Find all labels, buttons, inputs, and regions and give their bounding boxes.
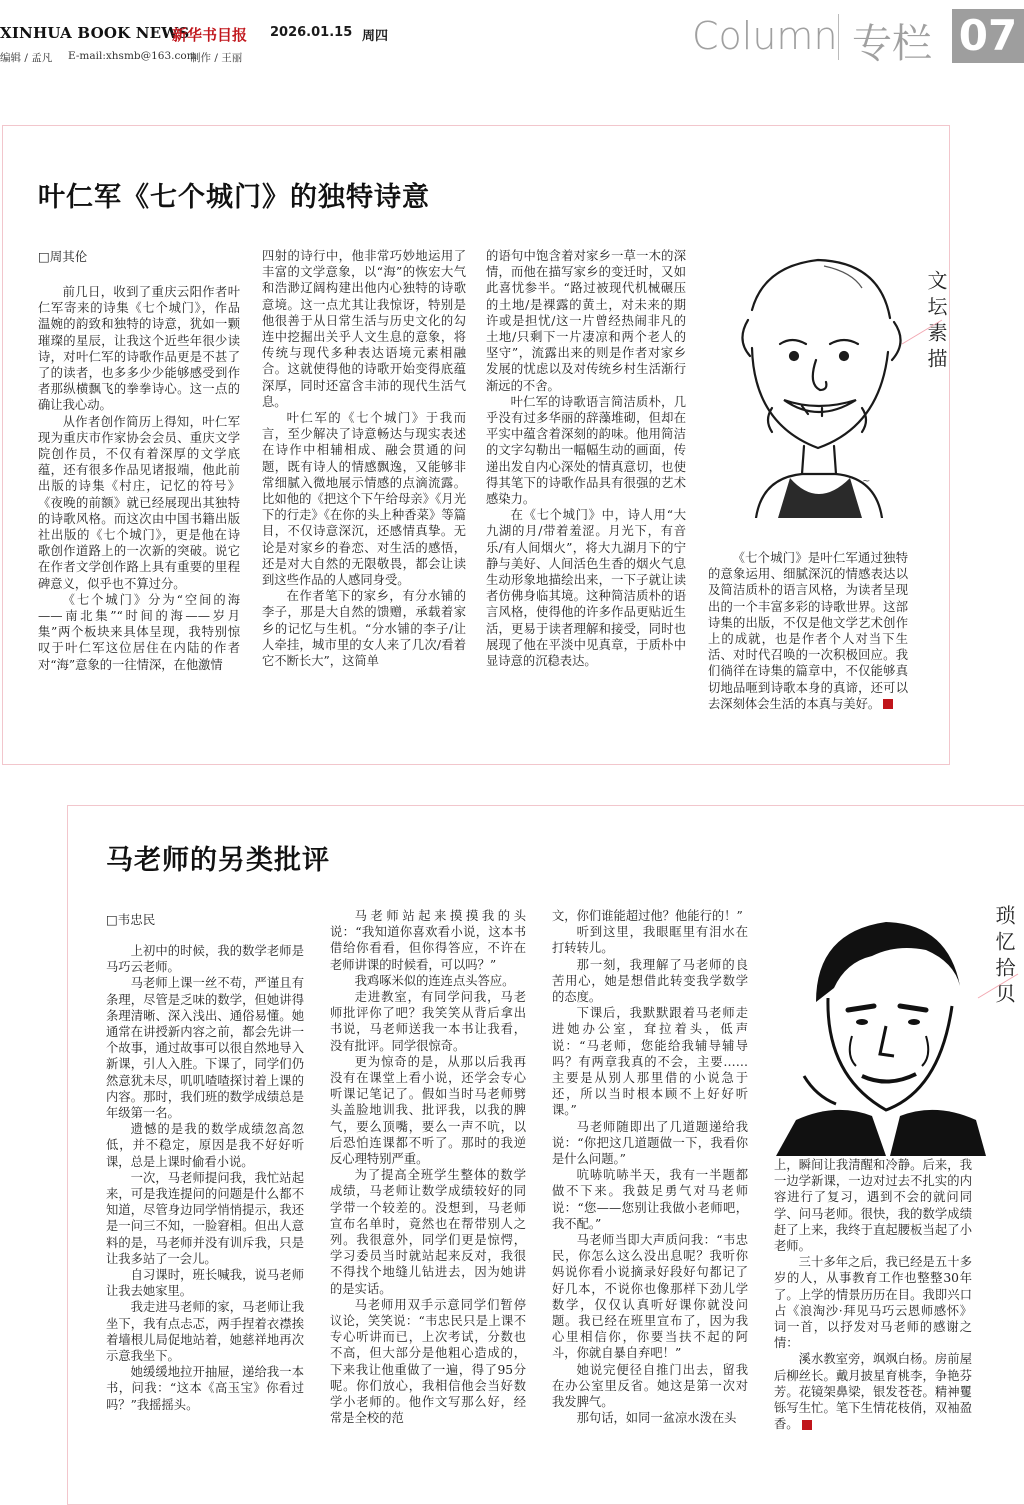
- paragraph: 吭哧吭哧半天，我有一半题都做不下来。我鼓足勇气对马老师说：“您——您别让我做小老师吧，我不配。”: [552, 1168, 748, 1231]
- paragraph: 四射的诗行中，他非常巧妙地运用了丰富的文学意象，以“海”的恢宏大气和浩渺辽阔构建出他内心独特的诗歌意境。这一点尤其让我惊讶，特别是他很善于从日常生活与历史文化的勾连中挖掘出关乎人文生息的意象，将传统与现代多种表达语境元素相融合。这就使得他的诗歌开始变得底蕴深厚，同时还富含丰沛的现代生活气息。: [262, 249, 466, 409]
- article-column-3: [552, 908, 748, 1427]
- paragraph: 下课后，我默默跟着马老师走进她办公室，耷拉着头，低声说：“马老师，您能给我辅导辅导吗？有两章我真的不会，主要……主要是从别人那里借的小说急于还，所以当时根本顾不上好好听课。”: [552, 1006, 748, 1118]
- paragraph: 遗憾的是我的数学成绩忽高忽低，并不稳定，原因是我不好好听课，总是上课时偷看小说。: [106, 1122, 304, 1169]
- paragraph: 为了提高全班学生整体的数学成绩，马老师让数学成绩较好的同学带一个较差的。没想到，马老师宣布名单时，竟然也在帮带别人之列。我很意外，同学们更是惊愕，学习委员当时就站起来反对，我很不得找个地缝儿钻进去，因为她讲的是实话。: [330, 1168, 526, 1296]
- paragraph: 马老师当即大声质问我：“韦忠民，你怎么这么没出息呢？我听你妈说你看小说摘录好段好句都记了好几本，不说你也像那样下劲儿学数学，仅仅认真听好课你就没问题。我已经在班里宣布了，因为我心里相信你，你要当扶不起的阿斗，你就自暴自弃吧！”: [552, 1233, 748, 1361]
- paragraph: 听到这里，我眼眶里有泪水在打转转儿。: [552, 925, 748, 956]
- article-column-4: [774, 1157, 972, 1432]
- paragraph: 《七个城门》分为“空间的海——南北集”“时间的海——岁月集”两个板块来具体呈现，我特别惊叹于叶仁军这位居住在内陆的作者对“海”意象的一往情深，在他激情: [38, 592, 240, 672]
- column-label-vertical: 文坛素描: [924, 270, 948, 374]
- issue-weekday: 周四: [362, 29, 389, 44]
- article-byline: □韦忠民: [106, 912, 156, 927]
- paragraph: 走进教室，有同学问我，马老师批评你了吧？我笑笑从背后拿出书说，马老师送我一本书让我看，没有批评。同学很惊奇。: [330, 990, 526, 1053]
- paragraph: 我鸡啄米似的连连点头答应。: [354, 973, 515, 988]
- paper-name-cn: 新华书目报: [172, 26, 248, 44]
- paragraph: 前几日，收到了重庆云阳作者叶仁军寄来的诗集《七个城门》，作品温婉的韵致和独特的诗意，犹如一颗璀璨的星辰，让我这个近些年很少读诗，对叶仁军的诗歌作品更是不甚了了的读者，也多多少少能够感受到作者那纵横飘飞的拳拳诗心。这一点的确让我心动。: [38, 285, 240, 413]
- paragraph: 自习课时，班长喊我，说马老师让我去她家里。: [106, 1268, 304, 1299]
- article-title: 马老师的另类批评: [106, 845, 330, 876]
- end-mark-icon: [883, 699, 893, 709]
- paragraph: 《七个城门》是叶仁军通过独特的意象运用、细腻深沉的情感表达以及简洁质朴的语言风格，为读者呈现出的一个丰富多彩的诗歌世界。这部诗集的出版，不仅是他文学艺术创作上的成就，也是作者个人对当下生活、对时代召唤的一次积极回应。我们徜徉在诗集的篇章中，不仅能够真切地品咂到诗歌本身的真谛，还可以去深刻体会生活的本真与美好。: [708, 551, 908, 711]
- article-column-2: [330, 908, 526, 1427]
- paragraph: 马老师站起来摸摸我的头说：“我知道你喜欢看小说，这本书借给你看看，但你得答应，不许在老师讲课的时候看，可以吗？”: [330, 909, 526, 972]
- paragraph: 在作者笔下的家乡，有分水铺的李子，那是大自然的馈赠，承载着家乡的记忆与生机。“分水铺的李子/让人牵挂，城市里的女人来了几次/看着它不断长大”，这简单: [262, 589, 466, 669]
- paragraph: 马老师用双手示意同学们暂停议论，笑笑说：“韦忠民只是上课不专心听讲而已，上次考试，分数也不高，但大部分是他粗心造成的，下来我让他重做了一遍，得了95分呢。你们放心，我相信他会当好数学小老师的。他作文写那么好，经常是全校的范: [330, 1297, 526, 1426]
- decorative-slash: [900, 318, 944, 346]
- maker-credit: 制作 / 王丽: [190, 52, 243, 64]
- article-byline: □周其伦: [38, 249, 88, 264]
- article-column-1: [38, 284, 240, 673]
- paragraph: 的语句中饱含着对家乡一草一木的深情，而他在描写家乡的变迁时，又如此喜忧参半。“路过被现代机械碾压的土地/是裸露的黄土，对未来的期许或是担忧/这一片曾经热闹非凡的土地/只剩下一片凄凉和两个老人的坚守”，流露出来的则是作者对家乡发展的忧虑以及对传统乡村生活渐行渐远的不舍。: [486, 249, 686, 393]
- header-divider: [838, 14, 839, 60]
- paragraph: 更为惊奇的是，从那以后我再没有在课堂上看小说，还学会专心听课记笔记了。假如当时马老师劈头盖脸地训我、批评我，以我的脾气，要么顶嘴，要么一声不吭，以后恐怕连课都不听了。那时的我逆反心理特别严重。: [330, 1054, 526, 1167]
- paragraph: 我走进马老师的家，马老师让我坐下，我有点忐忑，两手捏着衣襟挨着墙根儿局促地站着，她慈祥地再次示意我坐下。: [106, 1300, 304, 1364]
- paragraph: 那句话，如同一盆凉水泼在头: [576, 1411, 737, 1426]
- svg-text:~: ~: [862, 476, 871, 487]
- paragraph: 文，你们谁能超过他？他能行的！”: [552, 909, 743, 923]
- paragraph: 溪水教室旁，飒飒白杨。房前屋后柳丝长。戴月披星育桃李，争艳芬芳。花镜架鼻梁，银发苍苍。精神矍铄写生忙。笔下生情花枝俏，双袖盈香。: [774, 1352, 972, 1432]
- paragraph: 她缓缓地拉开抽屉，递给我一本书，问我：“这本《高玉宝》你看过吗？”我摇摇头。: [106, 1365, 304, 1412]
- paragraph: 一次，马老师提问我，我忙站起来，可是我连提问的问题是什么都不知道，尽管身边同学悄悄提示，我还是一问三不知，一脸窘相。但出人意料的是，马老师并没有训斥我，只是让我多站了一会儿。: [106, 1170, 304, 1266]
- paragraph: 上，瞬间让我清醒和冷静。后来，我一边学新课，一边对过去不扎实的内容进行了复习，遇到不会的就问同学、问马老师。很快，我的数学成绩赶了上来，我终于直起腰板当起了小老师。: [774, 1158, 972, 1254]
- section-title-cn: 专栏: [852, 21, 932, 67]
- portrait-caricature: [712, 248, 922, 518]
- portrait-sketch: [776, 906, 986, 1156]
- paper-name-en: XINHUA BOOK NEWS: [0, 24, 190, 42]
- paragraph: 三十多年之后，我已经是五十多岁的人，从事教育工作也整整30年了。上学的情景历历在目。我即兴口占《浪淘沙·拜见马巧云恩师感怀》词一首，以抒发对马老师的感谢之情：: [774, 1255, 972, 1351]
- paragraph: 叶仁军的诗歌语言简洁质朴，几乎没有过多华丽的辞藻堆砌，但却在平实中蕴含着深刻的韵味。他用简洁的文字勾勒出一幅幅生动的画面，传递出发自内心深处的情真意切，也使得其笔下的诗歌作品具有很强的艺术感染力。: [486, 394, 686, 507]
- decorative-slash: [976, 972, 1020, 1000]
- article-title: 叶仁军《七个城门》的独特诗意: [38, 182, 430, 213]
- paragraph: 那一刻，我理解了马老师的良苦用心，她是想借此转变我学数学的态度。: [552, 957, 748, 1005]
- paragraph: 叶仁军的《七个城门》于我而言，至少解决了诗意畅达与现实表述在诗作中相辅相成、融会贯通的问题，既有诗人的情感飘逸，又能够非常细腻入微地展示情感的点滴流露。比如他的《把这个下午给母亲》《月光下的行走》《在你的头上种香菜》等篇目，不仅诗意深沉，还感情真挚。无论是对家乡的眷恋、对生活的感悟，还是对大自然的无限敬畏，都会让读到这些作品的人感同身受。: [262, 411, 466, 588]
- article-column-3: [486, 248, 686, 669]
- article-column-4: [708, 550, 908, 712]
- paragraph: 马老师上课一丝不苟，严谨且有条理，尽管是乏味的数学，但她讲得条理清晰、深入浅出、通俗易懂。她通常在讲授新内容之前，都会先讲一个故事，通过故事可以很自然地导入新课，引人入胜。下课了，同学们仍然意犹未尽，叽叽喳喳探讨着上课的内容。那时，我们班的数学成绩总是年级第一名。: [106, 976, 304, 1121]
- paragraph: 她说完便径自推门出去，留我在办公室里反省。她这是第一次对我发脾气。: [552, 1362, 748, 1410]
- paragraph: 上初中的时候，我的数学老师是马巧云老师。: [106, 944, 304, 975]
- article-column-2: [262, 248, 466, 669]
- editor-credit: 编辑 / 孟凡: [0, 52, 53, 64]
- section-title-en: Column: [692, 14, 838, 58]
- article-column-1: [106, 943, 304, 1413]
- paragraph: 马老师随即出了几道题递给我说：“你把这几道题做一下，我看你是什么问题。”: [552, 1119, 748, 1167]
- page-number: 07: [952, 9, 1024, 63]
- paragraph: 在《七个城门》中，诗人用“大九湖的月/带着羞涩。月光下，有音乐/有人间烟火”，将大九湖月下的宁静与美好、人间活色生香的烟火气息生动形象地描绘出来，一下子就让读者仿佛身临其境。这种简洁质朴的语言风格，使得他的许多作品更贴近生活，更易于读者理解和接受，同时也展现了他在平淡中见真章，于质朴中显诗意的沉稳表达。: [486, 508, 686, 669]
- column-label-vertical: 琐忆拾贝: [992, 905, 1016, 1009]
- issue-date: 2026.01.15: [270, 25, 353, 40]
- paragraph: 从作者创作简历上得知，叶仁军现为重庆市作家协会会员、重庆文学院创作员，不仅有着深厚的文学底蕴，还有很多作品见诸报端，他此前出版的诗集《村庄，记忆的符号》《夜晚的前额》就已经展现出其独特的诗歌风格。而这次由中国书籍出版社出版的《七个城门》，更是他在诗歌创作道路上的一次新的突破。说它在作者文学创作路上具有重要的里程碑意义，似乎也不算过分。: [38, 414, 240, 591]
- editor-email: E-mail:xhsmb@163.com: [68, 50, 197, 62]
- end-mark-icon: [802, 1420, 812, 1430]
